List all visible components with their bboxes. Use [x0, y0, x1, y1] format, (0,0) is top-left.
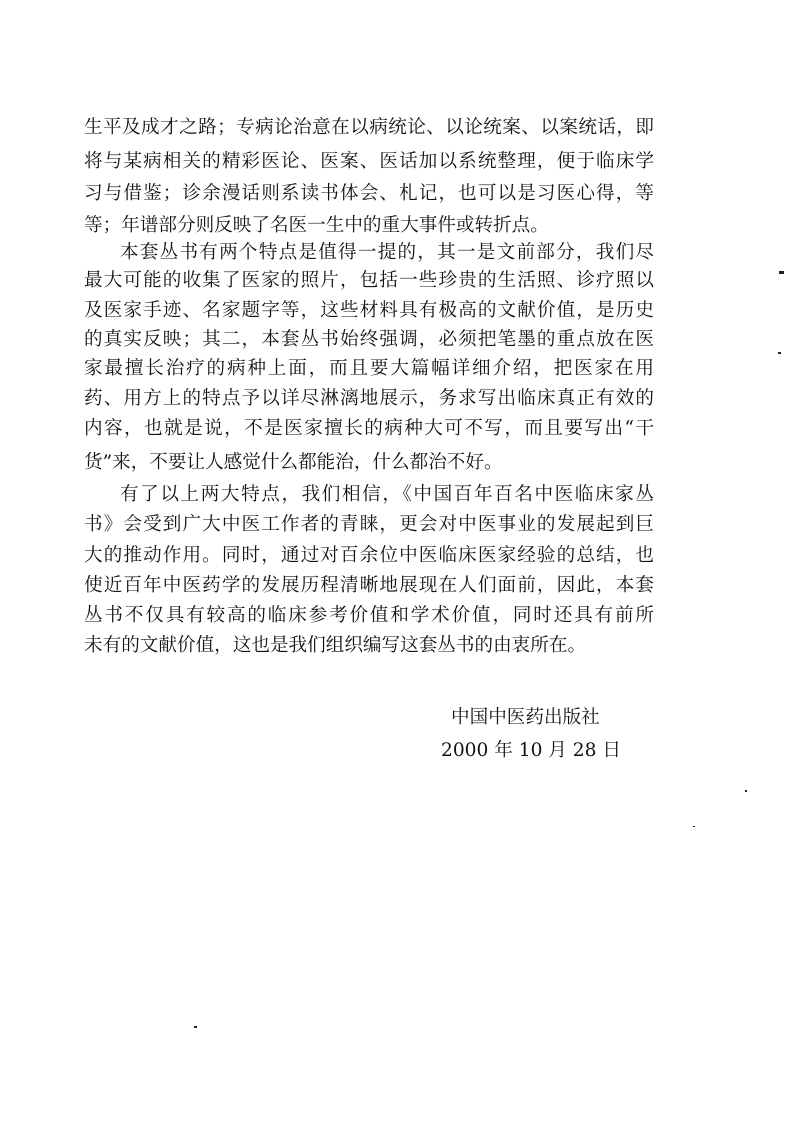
publisher-name: 中国中医药出版社	[451, 707, 600, 728]
paragraph-3-line-2: 书》会受到广大中医工作者的青睐，更会对中医事业的发展起到巨	[84, 514, 654, 535]
paragraph-1-line-2: 将与某病相关的精彩医论、医案、医话加以系统整理，便于临床学	[84, 151, 654, 172]
scan-speck	[693, 826, 695, 827]
paragraph-1-line-3: 习与借鉴；诊余漫话则系读书体会、札记，也可以是习医心得，等	[84, 183, 654, 204]
paragraph-2-line-4: 的真实反映；其二，本套丛书始终强调，必须把笔墨的重点放在医	[84, 329, 654, 350]
scan-speck	[779, 271, 784, 274]
paragraph-3-line-5: 丛书不仅具有较高的临床参考价值和学术价值，同时还具有前所	[84, 605, 654, 626]
paragraph-3-line-6: 未有的文献价值，这也是我们组织编写这套丛书的由衷所在。	[84, 635, 587, 656]
paragraph-2-line-8: 货”来，不要让人感觉什么都能治，什么都治不好。	[84, 452, 503, 473]
scan-speck	[745, 790, 747, 792]
paragraph-2-line-2: 最大可能的收集了医家的照片，包括一些珍贵的生活照、诊疗照以	[84, 270, 654, 291]
paragraph-2-line-6: 药、用方上的特点予以详尽淋漓地展示，务求写出临床真正有效的	[84, 388, 654, 409]
paragraph-1-line-1: 生平及成才之路；专病论治意在以病统论、以论统案、以案统话，即	[84, 117, 654, 138]
paragraph-2-line-5: 家最擅长治疗的病种上面，而且要大篇幅详细介绍，把医家在用	[84, 358, 654, 379]
paragraph-2-line-7: 内容，也就是说，不是医家擅长的病种大可不写，而且要写出“干	[84, 418, 654, 439]
scan-speck	[194, 1026, 197, 1028]
scan-speck	[778, 352, 781, 354]
publication-date: 2000 年 10 月 28 日	[441, 740, 621, 761]
paragraph-2-line-1: 本套丛书有两个特点是值得一提的，其一是文前部分，我们尽	[120, 242, 654, 263]
paragraph-1-line-4: 等；年谱部分则反映了名医一生中的重大事件或转折点。	[84, 215, 549, 236]
paragraph-3-line-1: 有了以上两大特点，我们相信，《中国百年百名中医临床家丛	[120, 484, 654, 505]
paragraph-2-line-3: 及医家手迹、名家题字等，这些材料具有极高的文献价值，是历史	[84, 300, 654, 321]
paragraph-3-line-4: 使近百年中医药学的发展历程清晰地展现在人们面前，因此，本套	[84, 575, 654, 596]
paragraph-3-line-3: 大的推动作用。同时，通过对百余位中医临床医家经验的总结，也	[84, 545, 654, 566]
